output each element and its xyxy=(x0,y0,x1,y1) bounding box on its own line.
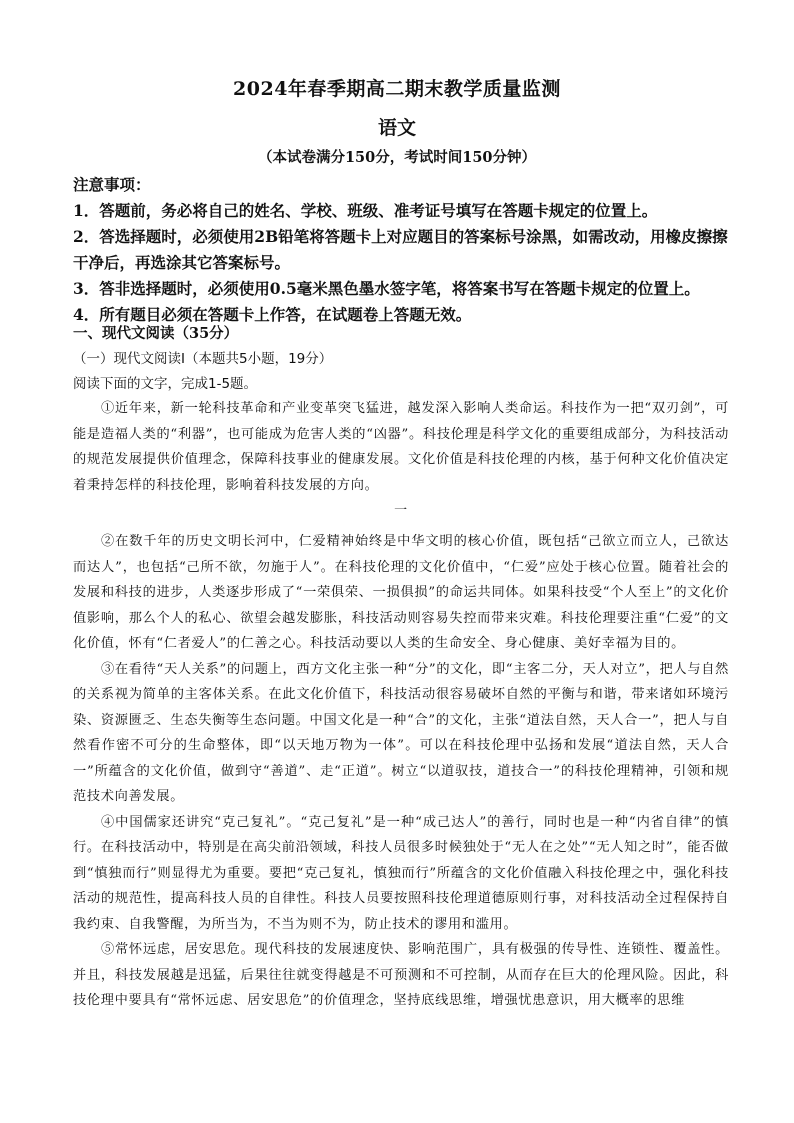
passage-paragraph-2: ②在数千年的历史文明长河中，仁爱精神始终是中华文明的核心价值，既包括“己欲立而立人，己欲达而达人”，也包括“己所不欲，勿施于人”。在科技伦理的文化价值中，“仁爱”应处于核心位置。随着社会的发展和科技的进步，人类逐步形成了“一荣俱荣、一损俱损”的命运共同体。如果科技受“个人至上”的文化价值影响，那么个人的私心、欲望会越发膨胀，科技活动则容易失控而带来灾难。科技伦理要注重“仁爱”的文化价值，怀有“仁者爱人”的仁善之心。科技活动要以人类的生命安全、身心健康、美好幸福为目的。 xyxy=(73,534,729,651)
reading-instruction: 阅读下面的文字，完成1-5题。 xyxy=(73,376,258,392)
passage-section-divider: 一 xyxy=(394,503,408,518)
notes-heading: 注意事项： xyxy=(73,175,151,194)
note-item-4: 4．所有题目必须在答题卡上作答，在试题卷上答题无效。 xyxy=(73,305,472,324)
subject-title: 语文 xyxy=(377,117,416,139)
exam-title: 2024年春季期高二期末教学质量监测 xyxy=(233,78,561,100)
exam-info: （本试卷满分150分，考试时间150分钟） xyxy=(257,149,537,166)
note-item-1: 1．答题前，务必将自己的姓名、学校、班级、准考证号填写在答题卡规定的位置上。 xyxy=(73,201,658,220)
note-item-3: 3．答非选择题时，必须使用0.5毫米黑色墨水签字笔，将答案书写在答题卡规定的位置上。 xyxy=(73,279,700,298)
notes-block xyxy=(73,172,733,328)
reading-passage xyxy=(73,396,729,1014)
passage-paragraph-3: ③在看待“天人关系”的问题上，西方文化主张一种“分”的文化，即“主客二分，天人对立”，把人与自然的关系视为简单的主客体关系。在此文化价值下，科技活动很容易破坏自然的平衡与和谐，带来诸如环境污染、资源匮乏、生态失衡等生态问题。中国文化是一种“合”的文化，主张“道法自然，天人合一”，把人与自然看作密不可分的生命整体，即“以天地万物为一体”。可以在科技伦理中弘扬和发展“道法自然，天人合一”所蕴含的文化价值，做到守“善道”、走“正道”。树立“以道驭技，道技合一”的科技伦理精神，引领和规范技术向善发展。 xyxy=(73,661,729,804)
section-heading: 一、现代文阅读（35分） xyxy=(73,325,239,342)
passage-paragraph-1: ①近年来，新一轮科技革命和产业变革突飞猛进，越发深入影响人类命运。科技作为一把“双刃剑”，可能是造福人类的“利器”，也可能成为危害人类的“凶器”。科技伦理是科学文化的重要组成部分，为科技活动的规范发展提供价值理念，保障科技事业的健康发展。文化价值是科技伦理的内核，基于何种文化价值决定着秉持怎样的科技伦理，影响着科技发展的方向。 xyxy=(73,401,729,493)
passage-paragraph-4: ④中国儒家还讲究“克己复礼”。“克己复礼”是一种“成己达人”的善行，同时也是一种“内省自律”的慎行。在科技活动中，特别是在高尖前沿领域，科技人员很多时候独处于“无人在之处”“无人知之时”，能否做到“慎独而行”则显得尤为重要。要把“克己复礼，慎独而行”所蕴含的文化价值融入科技伦理之中，强化科技活动的规范性，提高科技人员的自律性。科技人员要按照科技伦理道德原则行事，对科技活动全过程保持自我约束、自我警醒，为所当为，不当为则不为，防止技术的谬用和滥用。 xyxy=(73,814,729,932)
section-subheading: （一）现代文阅读Ⅰ（本题共5小题，19分） xyxy=(73,351,333,367)
passage-paragraph-5: ⑤常怀远虑，居安思危。现代科技的发展速度快、影响范围广，具有极强的传导性、连锁性、覆盖性。并且，科技发展越是迅猛，后果往往就变得越是不可预测和不可控制，从而存在巨大的伦理风险。因此，科技伦理中要具有“常怀远虑、居安思危”的价值理念，坚持底线思维，增强忧患意识，用大概率的思维 xyxy=(73,942,729,1008)
note-item-2: 2．答选择题时，必须使用2B铅笔将答题卡上对应题目的答案标号涂黑，如需改动，用橡皮擦擦干净后，再选涂其它答案标号。 xyxy=(73,227,728,272)
